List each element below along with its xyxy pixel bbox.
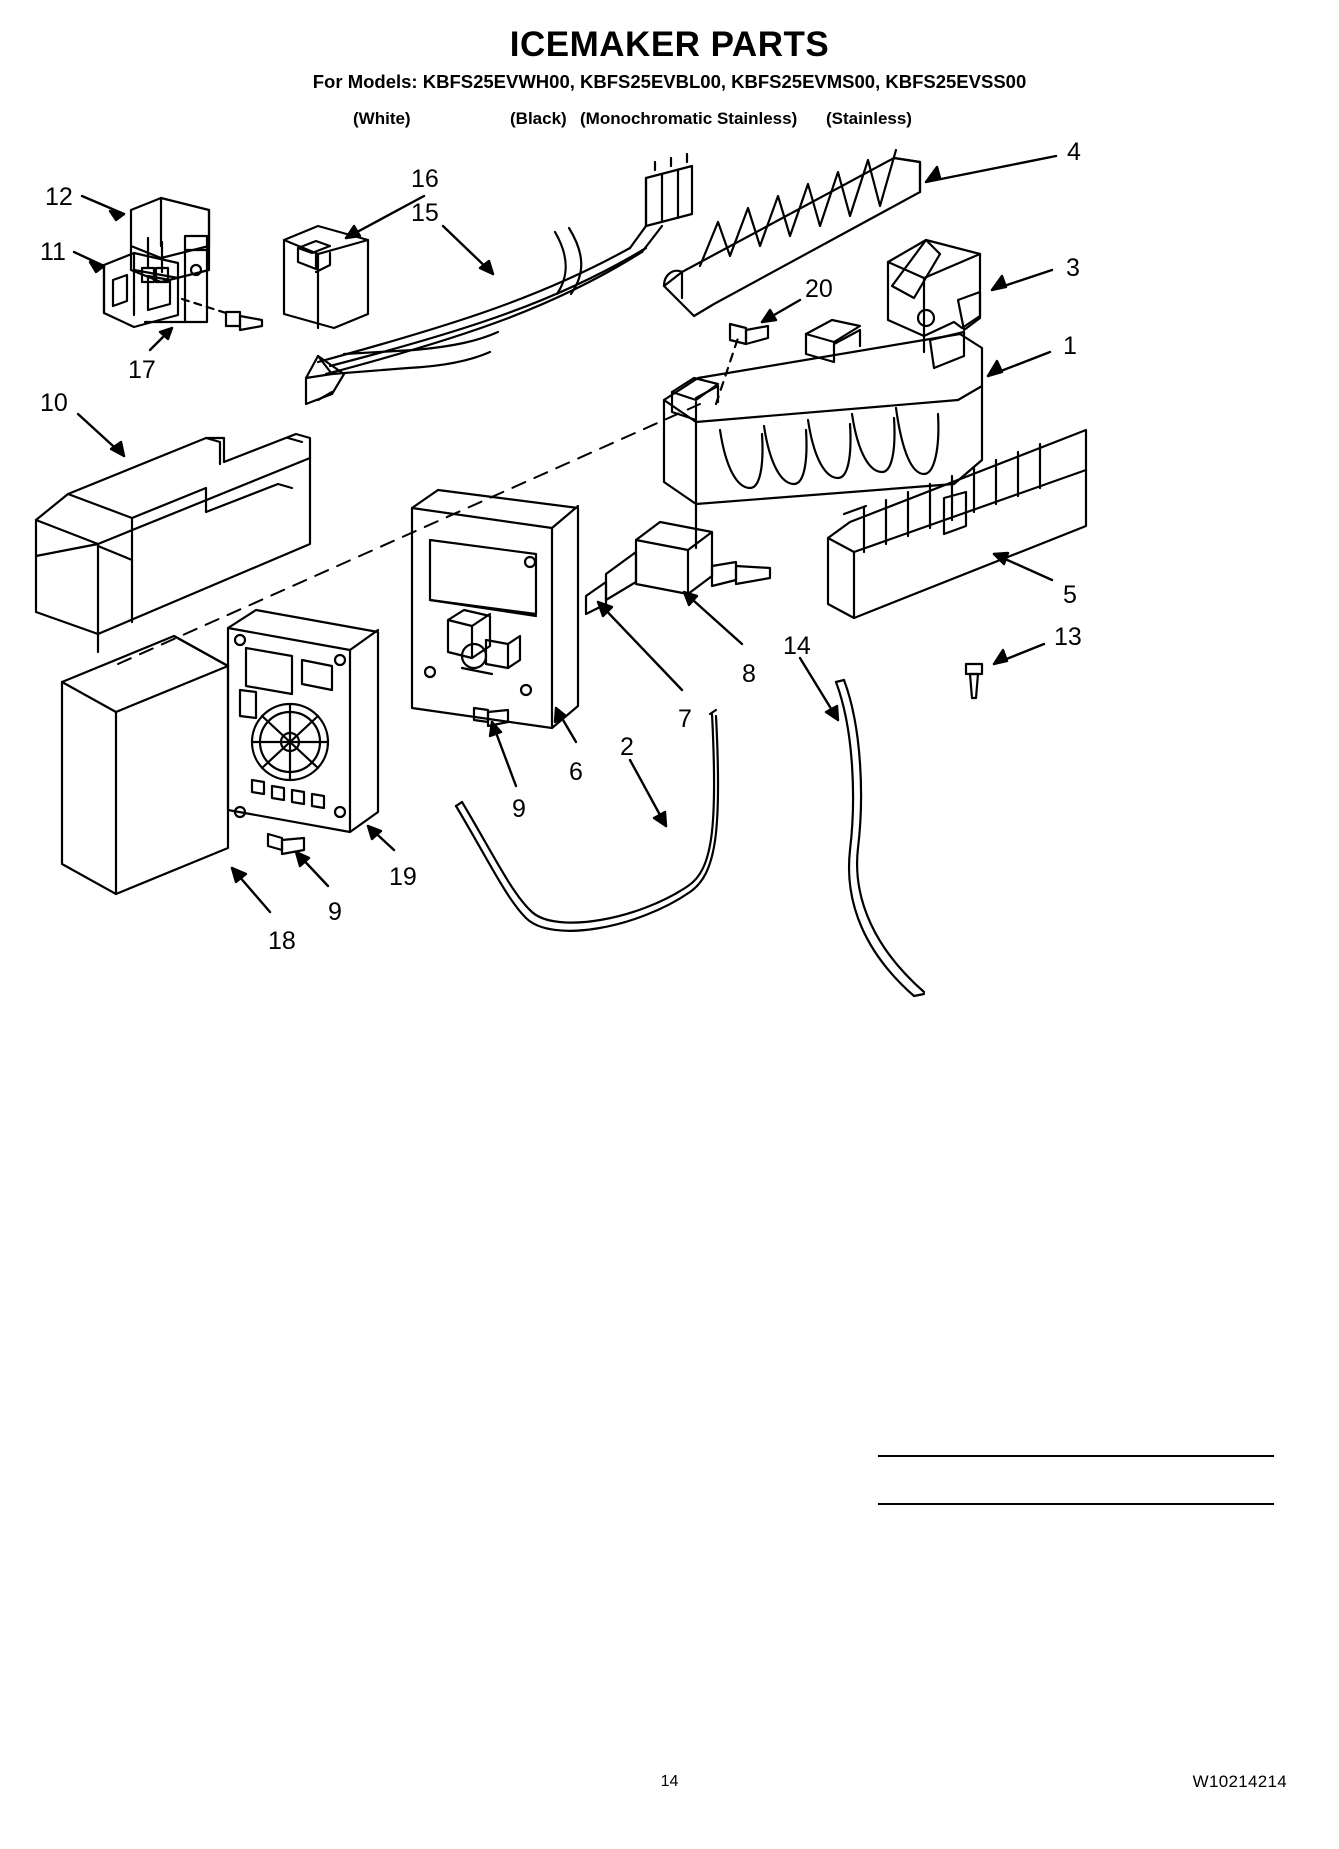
part-bracket-3 xyxy=(888,240,980,352)
leader-line-15 xyxy=(443,226,493,274)
part-panel-18 xyxy=(62,636,228,894)
leader-lines-left xyxy=(74,196,172,350)
models-label: For Models: KBFS25EVWH00, KBFS25EVBL00, KBFS25EVMS00, KBFS25EVSS00 xyxy=(312,70,1027,92)
callout-3: 3 xyxy=(1066,254,1080,282)
callout-1: 1 xyxy=(1063,332,1077,360)
callout-12: 12 xyxy=(45,183,73,211)
leader-line-13 xyxy=(994,644,1044,664)
callout-20: 20 xyxy=(805,275,833,303)
leader-line-4 xyxy=(926,156,1056,182)
part-fill-tube-14 xyxy=(836,680,924,996)
leader-line-19 xyxy=(368,826,394,850)
callout-19: 19 xyxy=(389,863,417,891)
part-ejector-8 xyxy=(586,522,770,614)
callout-9-lower: 9 xyxy=(328,898,342,926)
finish-label-stainless: (Stainless) xyxy=(826,109,912,128)
callout-18: 18 xyxy=(268,927,296,955)
callout-4: 4 xyxy=(1067,138,1081,166)
part-shutoff-arm-2 xyxy=(456,710,718,931)
footer-rules xyxy=(878,1455,1274,1551)
footer-rule-2 xyxy=(878,1503,1274,1551)
part-ice-rake-4 xyxy=(664,150,920,316)
leader-line-14 xyxy=(800,658,838,720)
part-module-housing-6 xyxy=(412,490,578,728)
leader-line-8 xyxy=(684,592,742,644)
part-screw-17 xyxy=(182,299,262,330)
part-ice-bin-10 xyxy=(36,434,310,652)
leader-line-2 xyxy=(630,760,666,826)
leader-line-6 xyxy=(555,708,576,742)
leader-line-1 xyxy=(988,352,1050,376)
callout-17: 17 xyxy=(128,356,156,384)
callout-2: 2 xyxy=(620,733,634,761)
callout-6: 6 xyxy=(569,758,583,786)
part-harness-15 xyxy=(306,154,692,404)
callout-10: 10 xyxy=(40,389,68,417)
document-code: W10214214 xyxy=(1192,1772,1287,1791)
leader-line-5 xyxy=(994,553,1052,580)
leader-line-7 xyxy=(598,602,682,690)
callout-7: 7 xyxy=(678,705,692,733)
leader-line-3 xyxy=(992,270,1052,290)
callout-11: 11 xyxy=(40,238,66,266)
part-screw-20 xyxy=(716,324,768,404)
leader-line-18 xyxy=(232,868,270,912)
part-screw-13 xyxy=(966,664,982,698)
callout-5: 5 xyxy=(1063,581,1077,609)
leader-line-9b xyxy=(296,852,328,886)
callout-16: 16 xyxy=(411,165,439,193)
callout-8: 8 xyxy=(742,660,756,688)
page-number: 14 xyxy=(660,1773,679,1790)
part-valve-bracket-11 xyxy=(104,253,178,327)
part-control-module-19 xyxy=(228,610,378,832)
finish-label-black: (Black) xyxy=(510,109,567,128)
callout-9-upper: 9 xyxy=(512,795,526,823)
finish-label-mono-stainless: (Monochromatic Stainless) xyxy=(580,109,798,128)
footer-rule-1 xyxy=(878,1455,1274,1503)
page-title: ICEMAKER PARTS xyxy=(509,25,830,64)
callout-15: 15 xyxy=(411,199,439,227)
finish-label-white: (White) xyxy=(353,109,411,128)
callout-13: 13 xyxy=(1054,623,1082,651)
leader-line-9a xyxy=(490,722,516,786)
part-screw-9b xyxy=(268,834,304,854)
part-bin-rail-5 xyxy=(828,430,1086,618)
part-clip-16 xyxy=(284,226,368,328)
leader-line-10 xyxy=(78,414,124,456)
part-ice-mold-1 xyxy=(664,320,982,548)
leader-line-20 xyxy=(762,300,800,322)
callout-14: 14 xyxy=(783,632,811,660)
